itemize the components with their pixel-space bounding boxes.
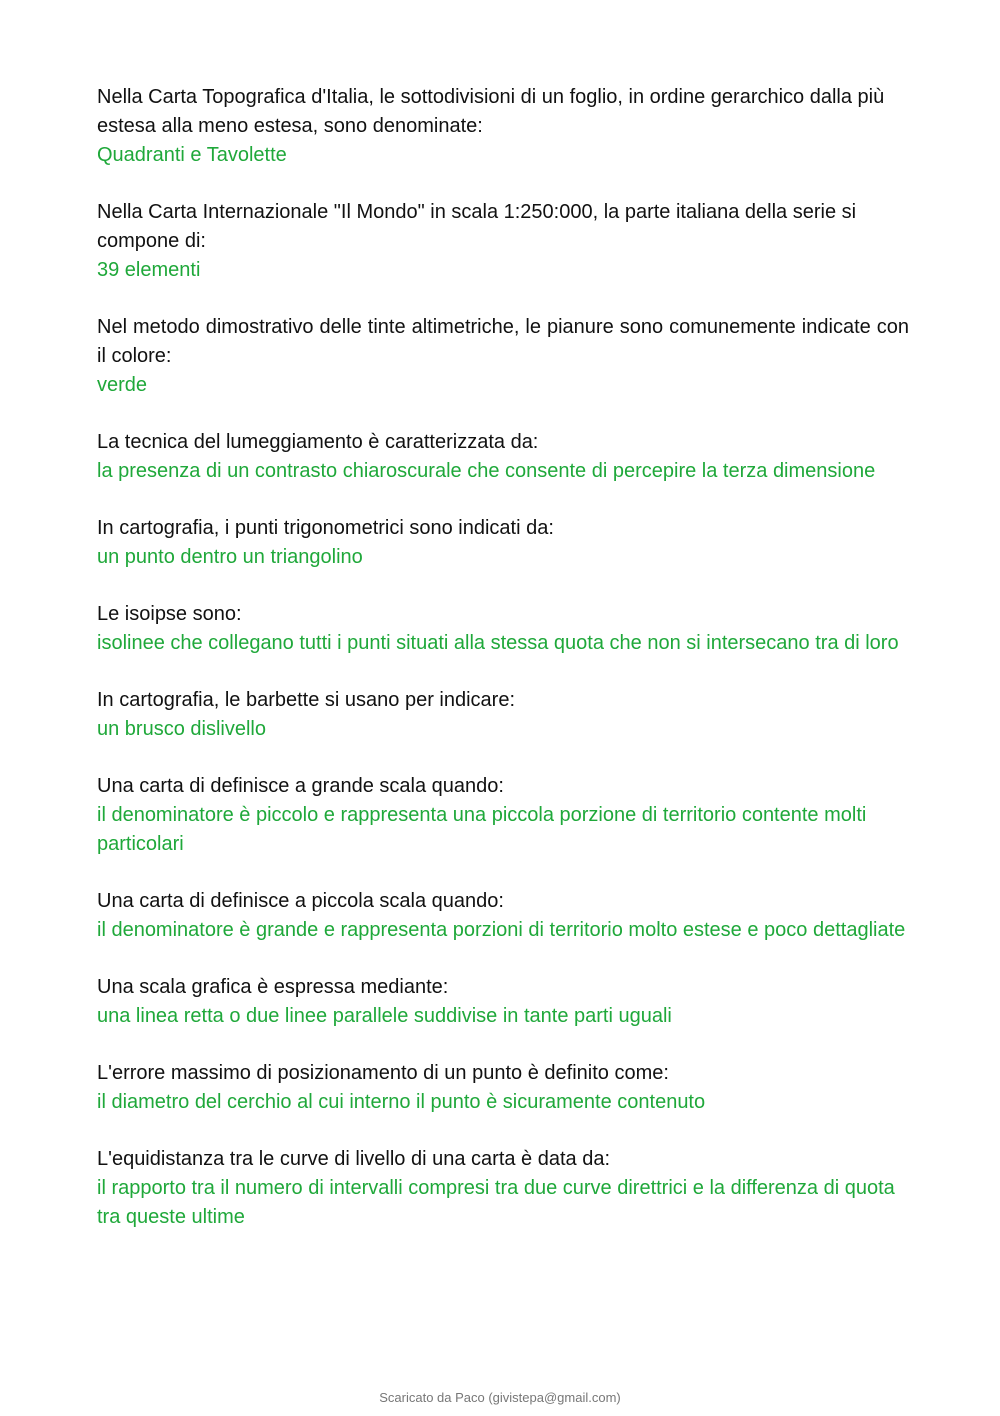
answer-text: Quadranti e Tavolette: [97, 144, 287, 166]
qa-item: [97, 772, 909, 859]
question-text: Una carta di definisce a grande scala quando:: [97, 775, 504, 797]
qa-item: [97, 1059, 909, 1117]
question-text: In cartografia, i punti trigonometrici sono indicati da:: [97, 517, 554, 539]
question-text: Una scala grafica è espressa mediante:: [97, 976, 449, 998]
qa-item: [97, 313, 909, 400]
qa-item: [97, 973, 909, 1031]
download-footer: Scaricato da Paco (givistepa@gmail.com): [379, 1390, 621, 1405]
question-text: Le isoipse sono:: [97, 603, 242, 625]
question-text: Nel metodo dimostrativo delle tinte altimetriche, le pianure sono comunemente indicate con il colore:: [97, 316, 909, 367]
answer-text: un brusco dislivello: [97, 718, 266, 740]
qa-item: [97, 428, 909, 486]
answer-text: il diametro del cerchio al cui interno il punto è sicuramente contenuto: [97, 1091, 706, 1113]
answer-text: isolinee che collegano tutti i punti situati alla stessa quota che non si intersecano tra di loro: [97, 632, 899, 654]
question-text: Nella Carta Internazionale "Il Mondo" in scala 1:250:000, la parte italiana della serie si compone di:: [97, 201, 857, 252]
answer-text: il denominatore è grande e rappresenta porzioni di territorio molto estese e poco dettagliate: [97, 919, 906, 941]
question-text: Una carta di definisce a piccola scala quando:: [97, 890, 504, 912]
question-text: L'equidistanza tra le curve di livello di una carta è data da:: [97, 1148, 611, 1170]
answer-text: il rapporto tra il numero di intervalli compresi tra due curve direttrici e la differenza di quota tra queste ultime: [97, 1177, 895, 1228]
answer-text: verde: [97, 374, 148, 396]
answer-text: un punto dentro un triangolino: [97, 546, 363, 568]
qa-item: [97, 514, 909, 572]
answer-text: una linea retta o due linee parallele suddivise in tante parti uguali: [97, 1005, 672, 1027]
answer-text: 39 elementi: [97, 259, 201, 281]
question-text: In cartografia, le barbette si usano per indicare:: [97, 689, 516, 711]
question-text: L'errore massimo di posizionamento di un punto è definito come:: [97, 1062, 669, 1084]
answer-text: la presenza di un contrasto chiaroscurale che consente di percepire la terza dimensione: [97, 460, 876, 482]
answer-text: il denominatore è piccolo e rappresenta una piccola porzione di territorio contente molti particolari: [97, 804, 867, 855]
qa-item: [97, 83, 909, 170]
qa-item: [97, 887, 909, 945]
question-text: Nella Carta Topografica d'Italia, le sottodivisioni di un foglio, in ordine gerarchico dalla più estesa alla meno estesa, sono denominate:: [97, 86, 885, 137]
qa-item: [97, 600, 909, 658]
question-text: La tecnica del lumeggiamento è caratterizzata da:: [97, 431, 539, 453]
qa-item: [97, 1145, 909, 1232]
qa-item: [97, 686, 909, 744]
qa-item: [97, 198, 909, 285]
document-body: [97, 83, 909, 1260]
